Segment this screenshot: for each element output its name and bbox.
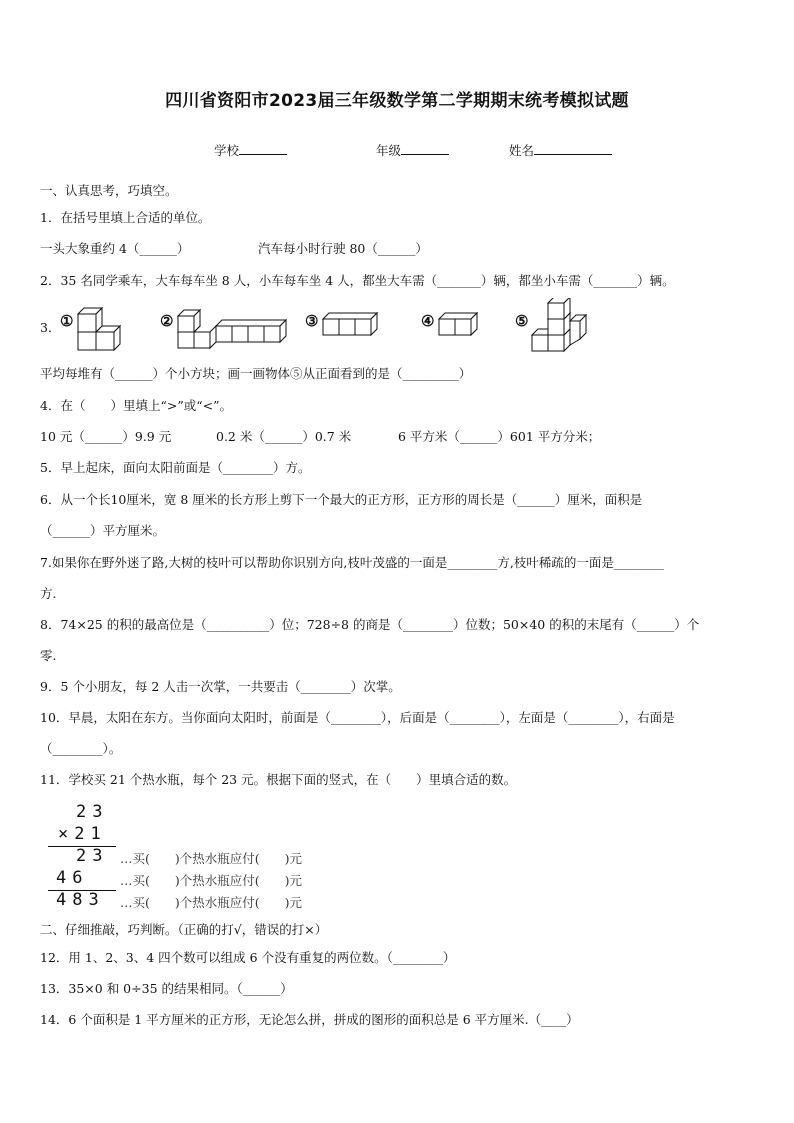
question-9: 9．5 个小朋友，每 2 人击一次掌，一共要击（________）次掌。: [40, 679, 401, 694]
figure-2-label: ②: [160, 312, 174, 330]
figure-1-label: ①: [60, 312, 74, 330]
question-13: 13．35×0 和 0÷35 的结果相同。（______）: [40, 981, 293, 996]
question-8-line-2: 零.: [40, 648, 57, 663]
school-label: 学校: [214, 143, 240, 158]
section-2-heading: 二、仔细推敲，巧判断。（正确的打√，错误的打×）: [40, 922, 328, 937]
question-10-line-1: 10．早晨，太阳在东方。当你面向太阳时，前面是（________），后面是（________），左面是（________），右面是: [40, 710, 675, 725]
question-10-line-2: （________）。: [40, 741, 122, 756]
question-4-c: 6 平方米（______）601 平方分米；: [398, 429, 601, 444]
question-1-a: 一头大象重约 4（______）: [40, 241, 190, 256]
grade-blank[interactable]: [401, 142, 449, 155]
question-4: 4．在（ ）里填上“>”或“<”。: [40, 398, 232, 413]
name-field: [509, 141, 612, 159]
calc-partial-2: 46: [56, 868, 89, 888]
question-7-line-1: 7.如果你在野外迷了路,大树的枝叶可以帮助你识别方向,枝叶茂盛的一面是________方,枝叶稀疏的一面是________: [40, 555, 664, 570]
calc-multiplier: ×21: [58, 824, 107, 844]
cube-stack-2-icon: [175, 305, 287, 353]
figure-4-label: ④: [421, 312, 435, 330]
school-blank[interactable]: [239, 142, 287, 155]
grade-field: [376, 141, 449, 159]
school-field: [214, 141, 287, 159]
question-4-a: 10 元（______）9.9 元: [40, 429, 172, 444]
question-12: 12．用 1、2、3、4 四个数可以组成 6 个没有重复的两位数。（________）: [40, 950, 456, 965]
question-1-b: 汽车每小时行驶 80（______）: [258, 241, 428, 256]
question-5: 5．早上起床，面向太阳前面是（________）方。: [40, 460, 311, 475]
section-1-heading: 一、认真思考，巧填空。: [40, 183, 178, 198]
question-14: 14．6 个面积是 1 平方厘米的正方形，无论怎么拼，拼成的图形的面积总是 6 平方厘米.（____）: [40, 1012, 579, 1027]
calc-note-1: …买( )个热水瓶应付( )元: [120, 851, 303, 866]
vertical-multiplication: [48, 800, 388, 910]
calc-note-3: …买( )个热水瓶应付( )元: [120, 895, 303, 910]
figure-3-label: ③: [305, 312, 319, 330]
page-title: 四川省资阳市2023届三年级数学第二学期期末统考模拟试题: [165, 91, 629, 111]
calc-note-2: …买( )个热水瓶应付( )元: [120, 873, 303, 888]
cube-stack-5-icon: [530, 298, 594, 356]
name-blank[interactable]: [534, 142, 612, 155]
question-3-text: 平均每堆有（______）个小方块；画一画物体⑤从正面看到的是（_________）: [40, 366, 472, 381]
question-6-line-2: （______）平方厘米。: [40, 523, 166, 538]
question-3-number: 3．: [40, 320, 61, 335]
calc-multiplicand: 23: [76, 802, 109, 822]
calc-partial-1: 23: [76, 846, 109, 866]
figure-5-label: ⑤: [515, 312, 529, 330]
name-label: 姓名: [509, 143, 535, 158]
grade-label: 年级: [376, 143, 402, 158]
question-11: 11．学校买 21 个热水瓶，每个 23 元。根据下面的竖式，在（ ）里填合适的数。: [40, 772, 517, 787]
question-1: 1．在括号里填上合适的单位。: [40, 210, 211, 225]
question-4-b: 0.2 米（______）0.7 米: [216, 429, 352, 444]
cube-stack-1-icon: [75, 305, 135, 353]
question-7-line-2: 方.: [40, 586, 57, 601]
calc-product: 483: [56, 890, 105, 910]
cube-stack-3-icon: [321, 305, 391, 353]
cube-stack-4-icon: [437, 305, 497, 353]
question-2: 2．35 名同学乘车，大车每车坐 8 人，小车每车坐 4 人，都坐大车需（_______）辆，都坐小车需（_______）辆。: [40, 273, 675, 288]
question-8-line-1: 8．74×25 的积的最高位是（__________）位；728÷8 的商是（________）位数；50×40 的积的末尾有（______）个: [40, 617, 700, 632]
question-6-line-1: 6．从一个长10厘米，宽 8 厘米的长方形上剪下一个最大的正方形，正方形的周长是（______）厘米，面积是: [40, 492, 643, 507]
